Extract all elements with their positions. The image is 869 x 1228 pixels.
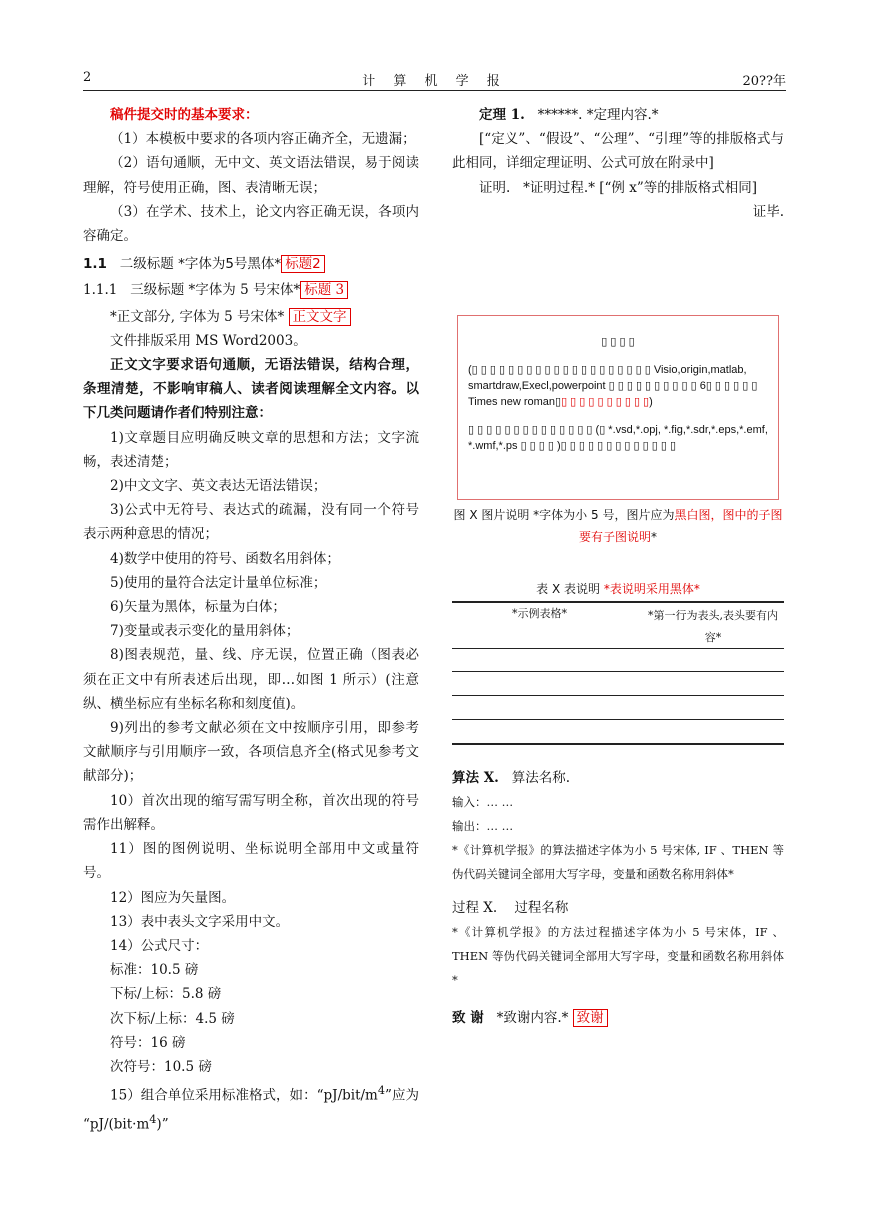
style-tag-body: 正文文字 <box>289 308 351 326</box>
algorithm-name: 算法名称. <box>511 770 571 786</box>
table-caption <box>452 580 784 597</box>
requirement-item: （3）在学术、技术上，论文内容正确无误，各项内容确定。 <box>83 203 419 245</box>
style-tag-ack: 致谢 <box>573 1009 608 1027</box>
running-header <box>83 70 786 91</box>
figure-placeholder-box <box>457 315 779 500</box>
page-number: 2 <box>83 70 92 85</box>
list-item: 8)图表规范，量、线、序无误，位置正确（图表必须在正文中有所表述后出现，即…如图 1 所示）(注意纵、横坐标应有坐标名称和刻度值)。 <box>83 647 419 712</box>
table-caption-red: *表说明采用黑体* <box>603 582 700 596</box>
algorithm-label: 算法 X. <box>452 770 499 786</box>
section-number: 1.1 <box>83 256 107 273</box>
figure-title: ▯ ▯ ▯ ▯ <box>601 336 635 348</box>
size-item: 标准：10.5 磅 <box>110 962 199 979</box>
word-version-line: 文件排版采用 MS Word2003。 <box>110 332 307 349</box>
size-item: 次符号：10.5 磅 <box>110 1058 212 1075</box>
list-item: 13）表中表头文字采用中文。 <box>110 913 290 930</box>
proof <box>452 176 784 200</box>
figure-caption <box>452 504 784 548</box>
process-note: *《计算机学报》的方法过程描述字体为小 5 号宋体，IF 、THEN 等伪代码关键词全部用大写字母，变量和函数名称用斜体* <box>452 925 784 987</box>
section-title: 二级标题 *字体为5号黑体* <box>119 256 282 273</box>
requirement-item: （1）本模板中要求的各项内容正确齐全，无遗漏； <box>110 131 416 148</box>
figure-text-1-end: ) <box>649 396 653 408</box>
figure-caption-text: 图 X 图片说明 *字体为小 5 号，图片应为 <box>453 508 675 522</box>
list-item: 3)公式中无符号、表达式的疏漏，没有同一个符号表示两种意思的情况； <box>83 502 419 543</box>
subsection-number: 1.1.1 <box>83 282 118 299</box>
process-name: 过程名称 <box>514 900 569 916</box>
units-text-a: 15）组合单位采用标准格式，如：“pJ/bit/m <box>110 1087 378 1104</box>
subsection-title: 三级标题 *字体为 5 号宋体* <box>130 282 301 299</box>
figure-text-1-red: ▯ ▯ ▯ ▯ ▯ ▯ ▯ ▯ ▯ ▯ <box>561 396 650 408</box>
theorem-text: ******. *定理内容.* <box>537 107 659 123</box>
list-item: 4)数学中使用的符号、函数名用斜体； <box>110 550 340 567</box>
requirements-title: 稿件提交时的基本要求： <box>110 107 259 123</box>
table-row-rule <box>452 695 784 696</box>
theorem-note: [“定义”、“假设”、“公理”、“引理”等的排版格式与此相同，详细定理证明、公式可放在附录中] <box>452 131 784 172</box>
units-text-b: ”应为 “pJ/(bit·m <box>83 1087 419 1133</box>
section-heading-level3 <box>83 278 419 302</box>
figure-text-1: (▯ ▯ ▯ ▯ ▯ ▯ ▯ ▯ ▯ ▯ ▯ ▯ ▯ ▯ ▯ ▯ ▯ ▯ ▯ ▯ Visio,origin,matlab, smartdraw,Execl,powerpoint ▯ ▯ ▯ ▯ ▯ ▯ ▯ ▯ ▯ ▯ 6▯ ▯ ▯ ▯ ▯ ▯ Times new roman▯ <box>468 364 758 408</box>
ack-label: 致 谢 <box>452 1010 484 1026</box>
table-header-cell: *第一行为表头,表头要有内容* <box>648 609 778 644</box>
units-superscript: 4 <box>377 1084 386 1098</box>
size-item: 次下标/上标：4.5 磅 <box>110 1010 235 1027</box>
proof-label: 证明. <box>479 179 511 196</box>
list-item: 7)变量或表示变化的量用斜体； <box>110 623 300 640</box>
style-tag-heading2: 标题2 <box>281 255 325 273</box>
list-item-units <box>83 1079 419 1136</box>
list-item: 14）公式尺寸： <box>110 937 209 954</box>
right-column <box>452 103 784 224</box>
algorithm-section <box>452 766 784 1030</box>
left-column <box>83 103 419 1137</box>
figure-caption-red: 黑白图，图中的子图要有子图说明 <box>578 508 783 544</box>
journal-title: 计 算 机 学 报 <box>362 74 507 89</box>
list-item: 9)列出的参考文献必须在文中按顺序引用，即参考文献顺序与引用顺序一致，各项信息齐全(格式见参考文献部分)； <box>83 720 419 785</box>
theorem <box>452 103 784 127</box>
process-label: 过程 X. <box>452 900 498 916</box>
units-text-c: )” <box>156 1116 169 1133</box>
list-item: 2)中文文字、英文表达无语法错误； <box>110 478 327 495</box>
body-note-text: *正文部分, 字体为 5 号宋体* <box>110 308 285 325</box>
header-year: 20??年 <box>742 74 786 89</box>
figure-paragraph-1 <box>468 362 768 410</box>
list-item: 6)矢量为黑体，标量为白体； <box>110 599 286 616</box>
list-item: 1)文章题目应明确反映文章的思想和方法；文字流畅，表述清楚； <box>83 429 419 470</box>
proof-text: *证明过程.* [“例 x”等的排版格式相同] <box>523 179 757 196</box>
list-item: 10）首次出现的缩写需写明全称，首次出现的符号需作出解释。 <box>83 792 419 833</box>
size-item: 下标/上标：5.8 磅 <box>110 986 222 1003</box>
figure-paragraph-2: ▯ ▯ ▯ ▯ ▯ ▯ ▯ ▯ ▯ ▯ ▯ ▯ ▯ ▯ (▯ *.vsd,*.opj, *.fig,*.sdr,*.eps,*.emf, *.wmf,*.ps ▯ ▯ ▯ ▯ )▯ ▯ ▯ ▯ ▯ ▯ ▯ ▯ ▯ ▯ ▯ ▯ ▯ <box>468 424 768 452</box>
algorithm-input: 输入：… … <box>452 795 514 809</box>
qed: 证毕. <box>752 203 784 220</box>
table-row-rule <box>452 719 784 720</box>
list-item: 12）图应为矢量图。 <box>110 889 236 906</box>
section-heading-level2 <box>83 252 419 276</box>
theorem-label: 定理 1. <box>479 107 525 123</box>
requirement-item: （2）语句通顺，无中文、英文语法错误，易于阅读理解，符号使用正确，图、表清晰无误； <box>83 155 419 196</box>
acknowledgement <box>452 1006 784 1030</box>
list-item: 11）图的图例说明、坐标说明全部用中文或量符号。 <box>83 841 419 882</box>
algorithm-note: *《计算机学报》的算法描述字体为小 5 号宋体, IF 、THEN 等伪代码关键词全部用大写字母，变量和函数名称用斜体* <box>452 843 784 881</box>
table-bottom-rule <box>452 743 784 745</box>
table-header-cell: *示例表格* <box>512 607 567 620</box>
attention-paragraph: 正文文字要求语句通顺，无语法错误，结构合理，条理清楚，不影响审稿人、读者阅读理解全文内容。以下几类问题请作者们特别注意： <box>83 357 419 422</box>
algorithm-output: 输出：… … <box>452 819 514 833</box>
algorithm-heading <box>452 766 784 790</box>
table-row-rule <box>452 671 784 672</box>
ack-text: *致谢内容.* <box>496 1010 569 1026</box>
table-caption-text: 表 X 表说明 <box>536 582 600 596</box>
list-item: 5)使用的量符合法定计量单位标准； <box>110 574 327 591</box>
size-item: 符号：16 磅 <box>110 1034 186 1051</box>
process-heading <box>452 896 784 920</box>
style-tag-heading3: 标题 3 <box>300 281 348 299</box>
table-top-rule <box>452 601 784 603</box>
body-text-note <box>83 305 419 329</box>
table-row-rule <box>452 648 784 649</box>
figure-caption-end: * <box>651 530 657 544</box>
units-superscript-2: 4 <box>149 1112 157 1126</box>
